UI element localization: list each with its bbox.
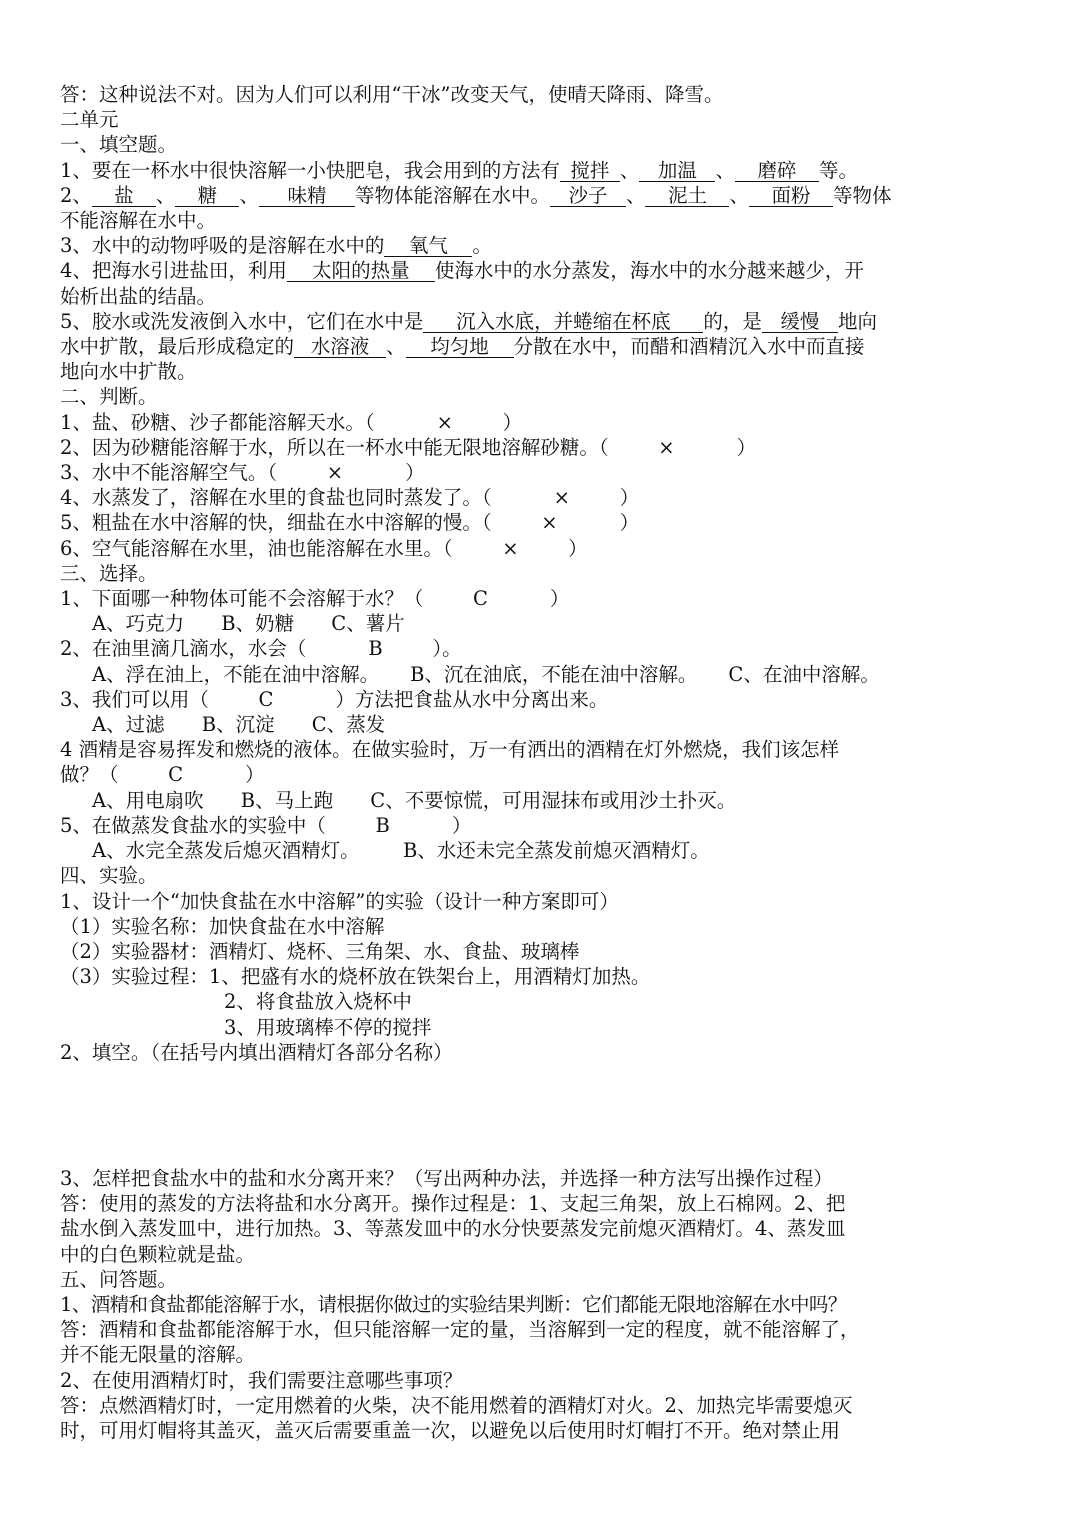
intro-answer: 答：这种说法不对。因为人们可以利用“干冰”改变天气，使晴天降雨、降雪。 bbox=[60, 83, 724, 106]
fill-q5: 5、胶水或洗发液倒入水中，它们在水中是 沉入水底，并蜷缩在杯底 的，是 缓慢 地向 bbox=[60, 309, 877, 333]
answer-blank: 糖 bbox=[175, 185, 239, 207]
fill-q5-line3: 地向水中扩散。 bbox=[60, 360, 197, 384]
choice-q4-options: A、用电扇吹 B、马上跑 C、不要惊慌，可用湿抹布或用沙土扑灭。 bbox=[92, 788, 737, 812]
answer-blank: 磨碎 bbox=[735, 160, 819, 182]
qa-q1-answer: 并不能无限量的溶解。 bbox=[60, 1343, 256, 1367]
answer-paren: （ C ） bbox=[99, 763, 265, 787]
experiment-step: 3、用玻璃棒不停的搅拌 bbox=[224, 1015, 432, 1039]
answer-blank: 沙子 bbox=[550, 185, 626, 207]
judge-item: 6、空气能溶解在水里，油也能溶解在水里。（ × ） bbox=[60, 536, 588, 560]
experiment-q3: 3、怎样把食盐水中的盐和水分离开来？（写出两种办法，并选择一种方法写出操作过程） bbox=[60, 1166, 833, 1190]
judge-item: 2、因为砂糖能溶解于水，所以在一杯水中能无限地溶解砂糖。（ × ） bbox=[60, 435, 757, 459]
answer-paren: （ × ） bbox=[364, 410, 523, 434]
answer-paren: （ B ） bbox=[286, 637, 443, 661]
answer-blank: 缓慢 bbox=[762, 311, 838, 333]
section-experiment-heading: 四、实验。 bbox=[60, 864, 158, 888]
answer-blank: 沉入水底，并蜷缩在杯底 bbox=[423, 311, 703, 333]
experiment-q3-answer: 答：使用的蒸发的方法将盐和水分离开。操作过程是：1、支起三角架，放上石棉网。2、把 bbox=[60, 1192, 846, 1216]
answer-blank: 搅拌 bbox=[560, 160, 620, 182]
section-judge-heading: 二、判断。 bbox=[60, 385, 158, 409]
answer-paren: （ × ） bbox=[481, 511, 640, 535]
answer-paren: （ C ） bbox=[189, 687, 355, 711]
unit-title: 二单元 bbox=[60, 108, 119, 132]
experiment-q3-answer: 中的白色颗粒就是盐。 bbox=[60, 1242, 256, 1266]
fill-q4: 4、把海水引进盐田，利用 太阳的热量 使海水中的水分蒸发，海水中的水分越来越少，开 bbox=[60, 259, 864, 283]
section-fill-blank-heading: 一、填空题。 bbox=[60, 133, 178, 157]
judge-item: 4、水蒸发了，溶解在水里的食盐也同时蒸发了。（ × ） bbox=[60, 486, 640, 510]
experiment-q3-answer: 盐水倒入蒸发皿中，进行加热。3、等蒸发皿中的水分快要蒸发完前熄灭酒精灯。4、蒸发皿 bbox=[60, 1217, 846, 1241]
choice-q1-options: A、巧克力 B、奶糖 C、薯片 bbox=[92, 612, 405, 636]
document-page bbox=[60, 82, 950, 1443]
choice-q5-options: A、水完全蒸发后熄灭酒精灯。 B、水还未完全蒸发前熄灭酒精灯。 bbox=[92, 839, 710, 863]
qa-q2-answer: 答：点燃酒精灯时，一定用燃着的火柴，决不能用燃着的酒精灯对火。2、加热完毕需要熄灭 bbox=[60, 1393, 853, 1417]
choice-q4: 4 酒精是容易挥发和燃烧的液体。在做实验时，万一有洒出的酒精在灯外燃烧，我们该怎样 bbox=[60, 738, 840, 762]
answer-blank: 泥土 bbox=[645, 185, 729, 207]
answer-blank: 氧气 bbox=[384, 235, 472, 257]
section-qa-heading: 五、问答题。 bbox=[60, 1267, 178, 1291]
choice-q2-options: A、浮在油上，不能在油中溶解。 B、沉在油底，不能在油中溶解。 C、在油中溶解。 bbox=[92, 662, 880, 686]
fill-q3: 3、水中的动物呼吸的是溶解在水中的 氧气 。 bbox=[60, 234, 492, 258]
fill-q1: 1、要在一杯水中很快溶解一小快肥皂，我会用到的方法有 搅拌 、 加温 、 磨碎 等。 bbox=[60, 158, 858, 182]
answer-paren: （ × ） bbox=[267, 461, 425, 485]
experiment-q2: 2、填空。（在括号内填出酒精灯各部分名称） bbox=[60, 1040, 453, 1064]
answer-blank: 水溶液 bbox=[294, 336, 386, 358]
judge-item: 1、盐、砂糖、沙子都能溶解天水。（ × ） bbox=[60, 410, 523, 434]
experiment-step: 2、将食盐放入烧杯中 bbox=[224, 990, 412, 1014]
answer-paren: （ × ） bbox=[442, 536, 588, 560]
choice-q4-continued: 做？（ C ） bbox=[60, 763, 265, 787]
answer-paren: （ × ） bbox=[598, 435, 757, 459]
experiment-tools: （2）实验器材：酒精灯、烧杯、三角架、水、食盐、玻璃棒 bbox=[60, 939, 580, 963]
fill-q2: 2、 盐 、 糖 、 味精 等物体能溶解在水中。 沙子 、 泥土 、 面粉 等物体 bbox=[60, 183, 892, 207]
answer-paren: （ B ） bbox=[306, 813, 472, 837]
choice-q2: 2、在油里滴几滴水，水会（ B ）。 bbox=[60, 637, 462, 661]
fill-q4-continued: 始析出盐的结晶。 bbox=[60, 284, 217, 308]
judge-item: 5、粗盐在水中溶解的快，细盐在水中溶解的慢。（ × ） bbox=[60, 511, 640, 535]
qa-q1-answer: 答：酒精和食盐都能溶解于水，但只能溶解一定的量，当溶解到一定的程度，就不能溶解了， bbox=[60, 1318, 860, 1342]
answer-blank: 均匀地 bbox=[406, 336, 514, 358]
answer-blank: 面粉 bbox=[749, 185, 833, 207]
choice-q1: 1、下面哪一种物体可能不会溶解于水？（ C ） bbox=[60, 587, 570, 611]
choice-q3-options: A、过滤 B、沉淀 C、蒸发 bbox=[92, 713, 386, 737]
answer-blank: 盐 bbox=[92, 185, 156, 207]
experiment-name: （1）实验名称：加快食盐在水中溶解 bbox=[60, 914, 385, 938]
answer-blank: 加温 bbox=[639, 160, 715, 182]
answer-blank: 太阳的热量 bbox=[287, 260, 435, 282]
choice-q3: 3、我们可以用（ C ）方法把食盐从水中分离出来。 bbox=[60, 687, 609, 711]
choice-q5: 5、在做蒸发食盐水的实验中（ B ） bbox=[60, 813, 472, 837]
qa-q2-answer: 时，可用灯帽将其盖灭，盖灭后需要重盖一次，以避免以后使用时灯帽打不开。绝对禁止用 bbox=[60, 1418, 841, 1442]
judge-item: 3、水中不能溶解空气。（ × ） bbox=[60, 461, 425, 485]
answer-paren: （ C ） bbox=[403, 587, 570, 611]
fill-q5-line2: 水中扩散，最后形成稳定的 水溶液 、 均匀地 分散在水中，而醋和酒精沉入水中而直接 bbox=[60, 335, 865, 359]
experiment-q1: 1、设计一个“加快食盐在水中溶解”的实验（设计一种方案即可） bbox=[60, 889, 619, 913]
answer-blank: 味精 bbox=[259, 185, 355, 207]
answer-paren: （ × ） bbox=[481, 486, 640, 510]
fill-q2-continued: 不能溶解在水中。 bbox=[60, 209, 217, 233]
experiment-step: （3）实验过程：1、把盛有水的烧杯放在铁架台上，用酒精灯加热。 bbox=[60, 965, 651, 989]
blank-space bbox=[60, 1065, 950, 1166]
qa-q1: 1、酒精和食盐都能溶解于水，请根据你做过的实验结果判断：它们都能无限地溶解在水中吗？ bbox=[60, 1292, 847, 1316]
section-choice-heading: 三、选择。 bbox=[60, 561, 158, 585]
qa-q2: 2、在使用酒精灯时，我们需要注意哪些事项？ bbox=[60, 1368, 463, 1392]
